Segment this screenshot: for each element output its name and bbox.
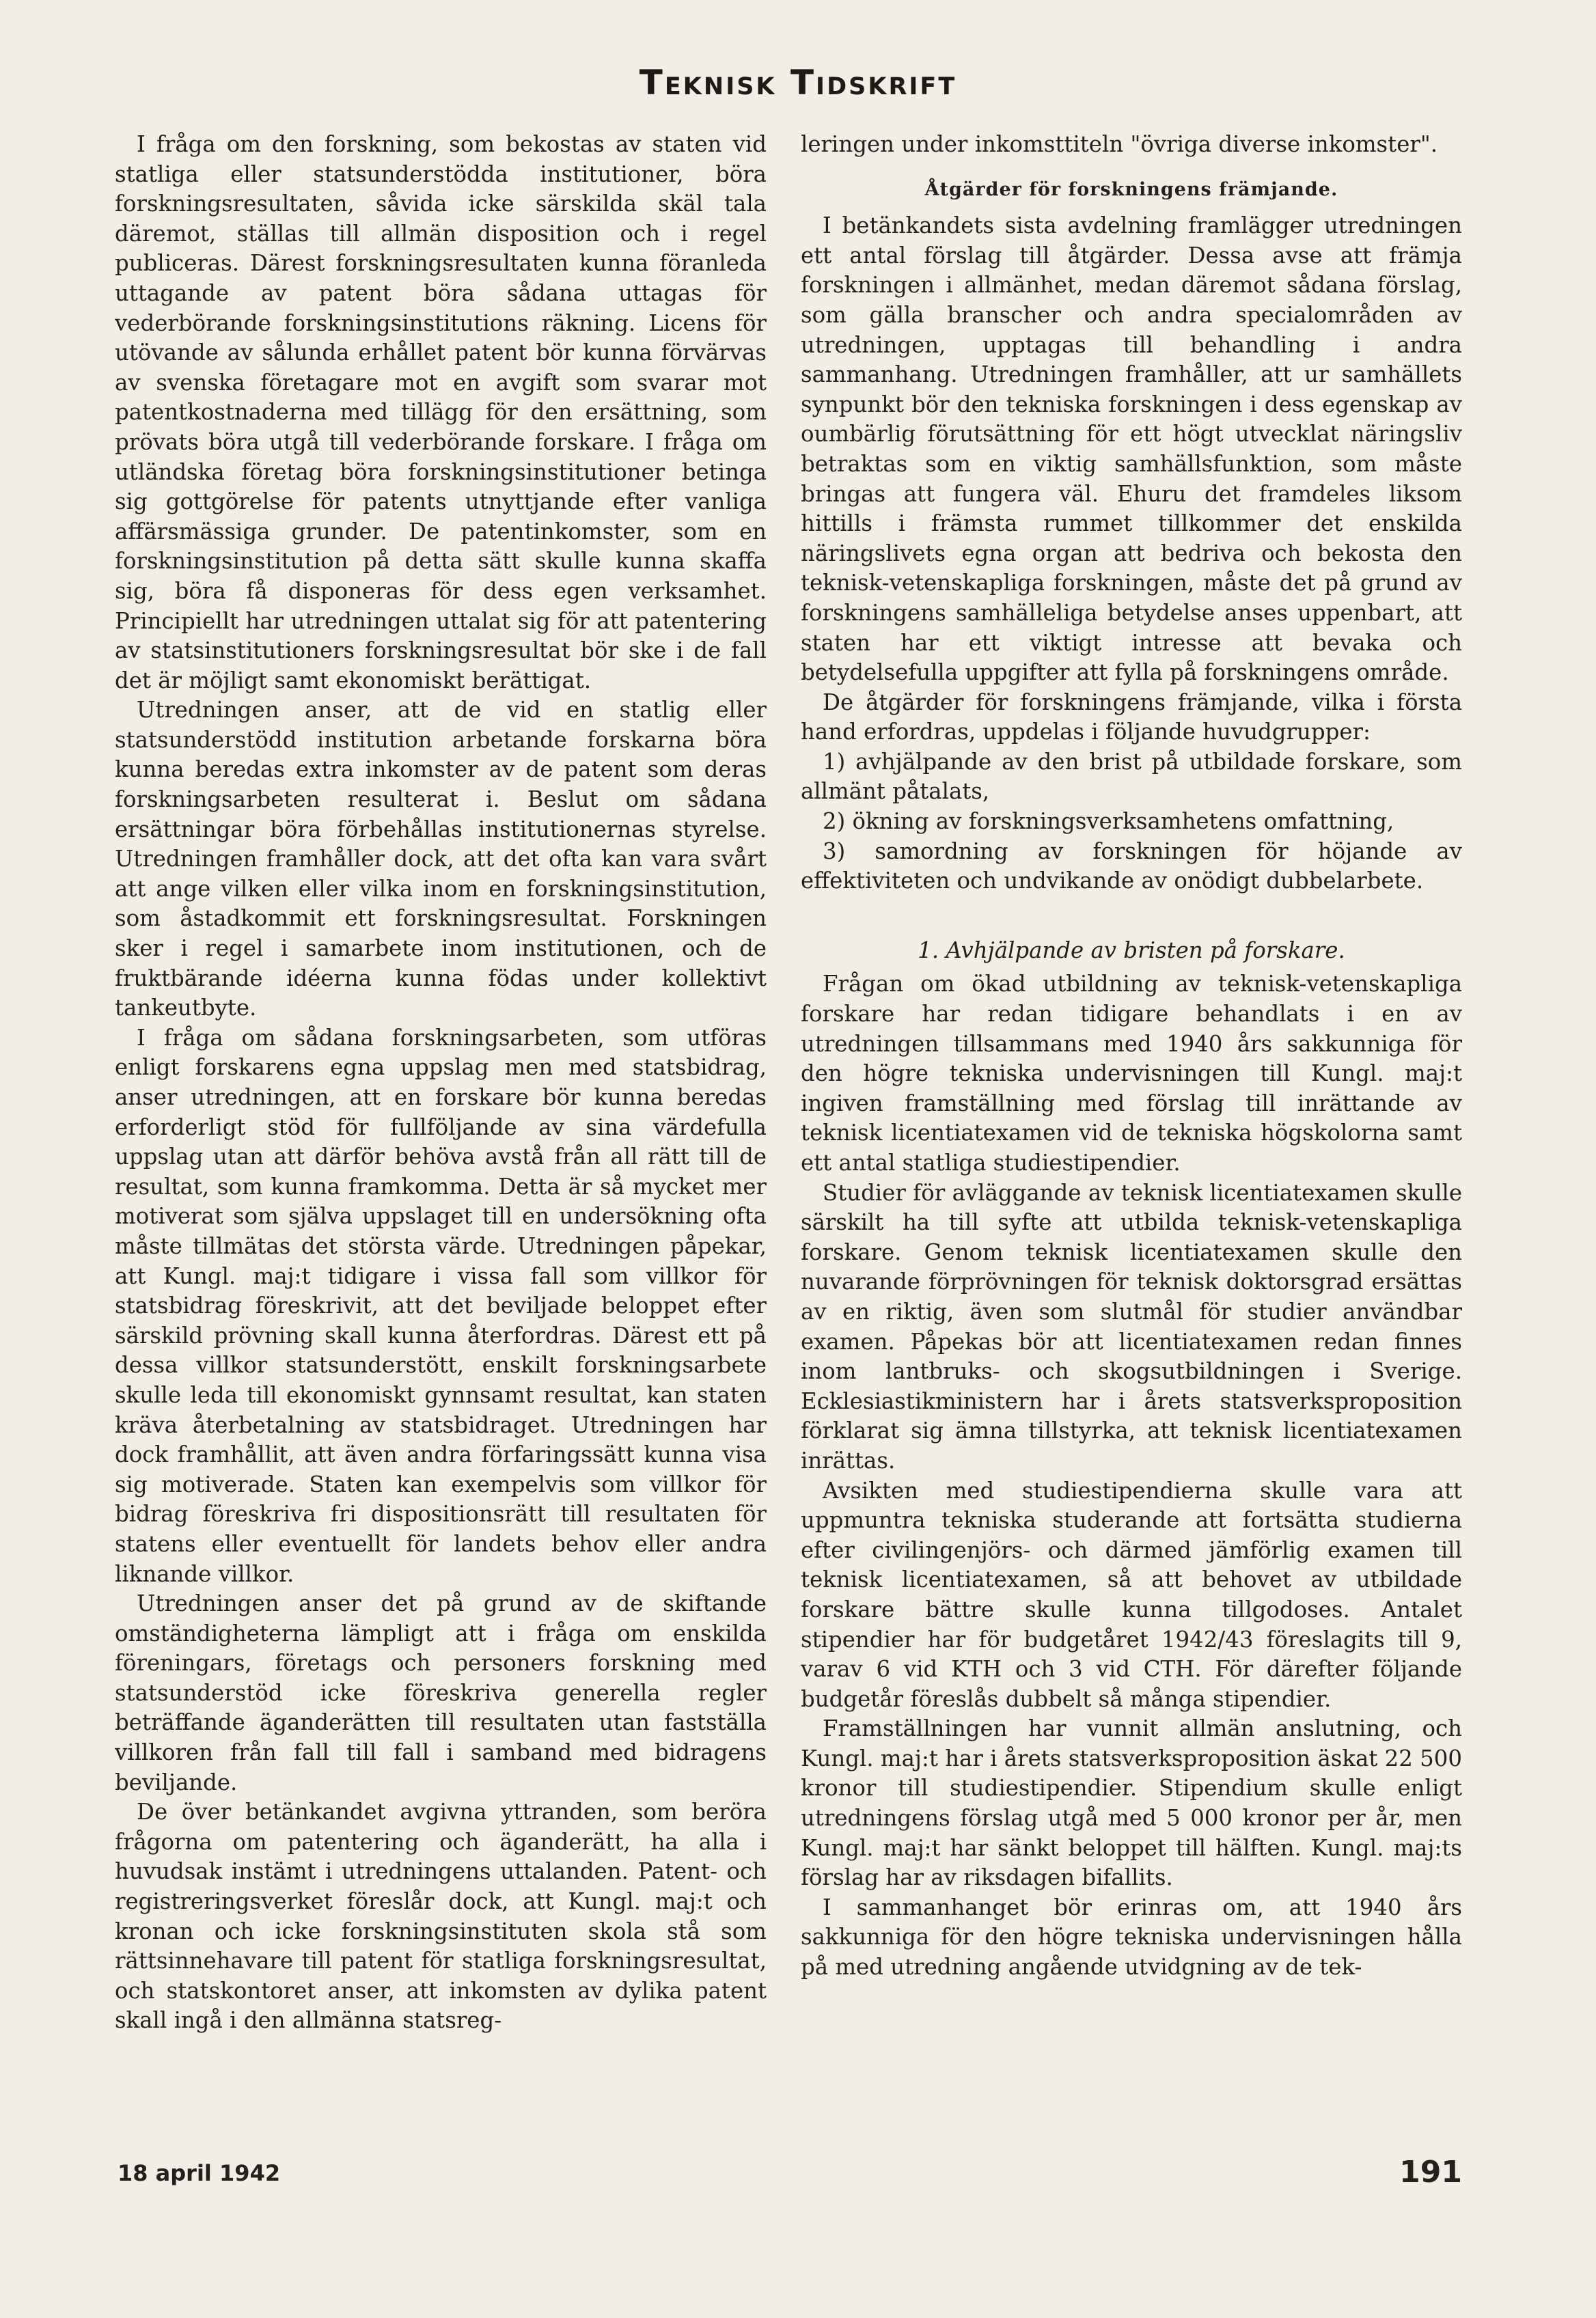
continuation-paragraph: leringen under inkomsttiteln "övriga diverse inkomster". [801,131,1438,157]
body-paragraph: I fråga om den forskning, som bekostas av staten vid statliga eller statsunderstödda institutioner, böra forskningsresultaten, såvida icke särskilda skäl tala däremot, ställas till allmän disposition och i regel publiceras. Därest forskningsresultaten kunna föranleda uttagande av patent böra sådana uttagas för vederbörande forskningsinstitutions räkning. Licens för utövande av sålunda erhållet patent bör kunna förvärvas av svenska företagare mot en avgift som svarar mot patentkostnaderna med tillägg för den ersättning, som prövats böra utgå till vederbörande forskare. I fråga om utländska företag böra forskningsinstitutioner betinga sig gottgörelse för patents utnyttjande efter vanliga affärsmässiga grunder. De patentinkomster, som en forskningsinstitution på detta sätt skulle kunna skaffa sig, böra få disponeras för dess egen verksamhet. Principiellt har utredningen uttalat sig för att patentering av statsinstitutioners forskningsresultat bör ske i de fall det är möjligt samt ekonomiskt berättigat. [115,131,767,693]
body-paragraph: Framställningen har vunnit allmän anslutning, och Kungl. maj:t har i årets statsverksproposition äskat 22 500 kronor till studiestipendier. Stipendium skulle enligt utredningens förslag utgå med 5 000 kronor per år, men Kungl. maj:t har sänkt beloppet till hälften. Kungl. maj:ts förslag har av riksdagen bifallits. [801,1715,1462,1891]
left-column [115,130,767,2036]
issue-date: 18 april 1942 [118,2160,281,2186]
body-paragraph: Utredningen anser det på grund av de skiftande omständigheterna lämpligt att i fråga om enskilda föreningars, företags och personers forskning med statsunderstöd icke föreskriva generella regler beträffande äganderätten till resultaten utan fastställa villkoren från fall till fall i samband med bidragens beviljande. [115,1590,767,1795]
list-item: 1) avhjälpande av den brist på utbildade forskare, som allmänt påtalats, [801,748,1462,805]
body-paragraph: Utredningen anser, att de vid en statlig eller statsunderstödd institution arbetande forskarna böra kunna beredas extra inkomster av de patent som deras forskningsarbeten resulterat i. Beslut om sådana ersättningar böra förbehållas institutionernas styrelse. Utredningen framhåller dock, att det ofta kan vara svårt att ange vilken eller vilka inom en forskningsinstitution, som åstadkommit ett forskningsresultat. Forskningen sker i regel i samarbete inom institutionen, och de fruktbärande idéerna kunna födas under kollektivt tankeutbyte. [115,697,767,1021]
right-column [801,130,1462,1983]
page-number: 191 [1399,2155,1462,2190]
list-item: 2) ökning av forskningsverksamhetens omfattning, [823,808,1394,835]
body-paragraph: Studier för avläggande av teknisk licentiatexamen skulle särskilt ha till syfte att utbilda teknisk-vetenskapliga forskare. Genom teknisk licentiatexamen skulle den nuvarande förprövningen för teknisk doktorsgrad ersättas av en riktig, även som slutmål för studier användbar examen. Påpekas bör att licentiatexamen redan finnes inom lantbruks- och skogsutbildningen i Sverige. Ecklesiastikministern har i årets statsverksproposition förklarat sig ämna tillstyrka, att teknisk licentiatexamen inrättas. [801,1179,1462,1474]
masthead: Teknisk Tidskrift [639,63,957,102]
body-paragraph: Avsikten med studiestipendierna skulle vara att uppmuntra tekniska studerande att fortsätta studierna efter civilingenjörs- och därmed jämförlig examen till teknisk licentiatexamen, så att behovet av utbildade forskare bättre skulle kunna tillgodoses. Antalet stipendier har för budgetåret 1942/43 föreslagits till 9, varav 6 vid KTH och 3 vid CTH. För därefter följande budgetår föreslås dubbelt så många stipendier. [801,1477,1462,1712]
body-paragraph: De över betänkandet avgivna yttranden, som beröra frågorna om patentering och äganderätt, ha alla i huvudsak instämt i utredningens uttalanden. Patent- och registreringsverket föreslår dock, att Kungl. maj:t och kronan och icke forskningsinstituten skola stå som rättsinnehavare till patent för statliga forskningsresultat, och statskontoret anser, att inkomsten av dylika patent skall ingå i den allmänna statsreg- [115,1799,767,2034]
section-heading: Åtgärder för forskningens främjande. [924,178,1338,200]
body-paragraph: I fråga om sådana forskningsarbeten, som utföras enligt forskarens egna uppslag men med statsbidrag, anser utredningen, att en forskare bör kunna beredas erforderligt stöd för fullföljande av sina värdefulla uppslag utan att därför behöva avstå från all rätt till de resultat, som kunna framkomma. Detta är så mycket mer motiverat som själva uppslaget till en undersökning ofta måste tillmätas det största värde. Utredningen påpekar, att Kungl. maj:t tidigare i vissa fall som villkor för statsbidrag föreskrivit, att det beviljade beloppet efter särskild prövning skall kunna återfordras. Därest ett på dessa villkor statsunderstött, enskilt forskningsarbete skulle leda till ekonomiskt gynnsamt resultat, kan staten kräva återbetalning av statsbidraget. Utredningen har dock framhållit, att även andra förfaringssätt kunna visa sig motiverade. Staten kan exempelvis som villkor för bidrag föreskriva fri dispositionsrätt till resultaten för statens eller eventuellt för landets behov eller andra liknande villkor. [115,1024,767,1587]
body-paragraph: De åtgärder för forskningens främjande, vilka i första hand erfordras, uppdelas i följande huvudgrupper: [801,689,1462,745]
body-paragraph: I sammanhanget bör erinras om, att 1940 års sakkunniga för den högre tekniska undervisningen hålla på med utredning angående utvidgning av de tek- [801,1894,1462,1981]
measures-list [801,747,1462,896]
list-item: 3) samordning av forskningen för höjande av effektiviteten och undvikande av onödigt dubbelarbete. [801,838,1462,894]
body-paragraph: I betänkandets sista avdelning framlägger utredningen ett antal förslag till åtgärder. Dessa avse att främja forskningen i allmänhet, medan däremot sådana förslag, som gälla branscher och andra specialområden av utredningen, upptagas till behandling i andra sammanhang. Utredningen framhåller, att ur samhällets synpunkt bör den tekniska forskningen i dess egenskap av oumbärlig förutsättning för ett högt utvecklat näringsliv betraktas som en viktig samhällsfunktion, som måste bringas att fungera väl. Ehuru det framdeles liksom hittills i främsta rummet tillkommer det enskilda näringslivets egna organ att bedriva och bekosta den teknisk-vetenskapliga forskningen, måste det på grund av forskningens samhälleliga betydelse anses uppenbart, att staten har ett viktigt intresse att bevaka och betydelsefulla uppgifter att fylla på forskningens område. [801,212,1462,686]
subsection-heading: 1. Avhjälpande av bristen på forskare. [918,937,1345,963]
body-paragraph: Frågan om ökad utbildning av teknisk-vetenskapliga forskare har redan tidigare behandlats i en av utredningen tillsammans med 1940 års sakkunniga för den högre tekniska undervisningen till Kungl. maj:t ingiven framställning med förslag till inrättande av teknisk licentiatexamen vid de tekniska högskolorna samt ett antal statliga studiestipendier. [801,971,1462,1176]
